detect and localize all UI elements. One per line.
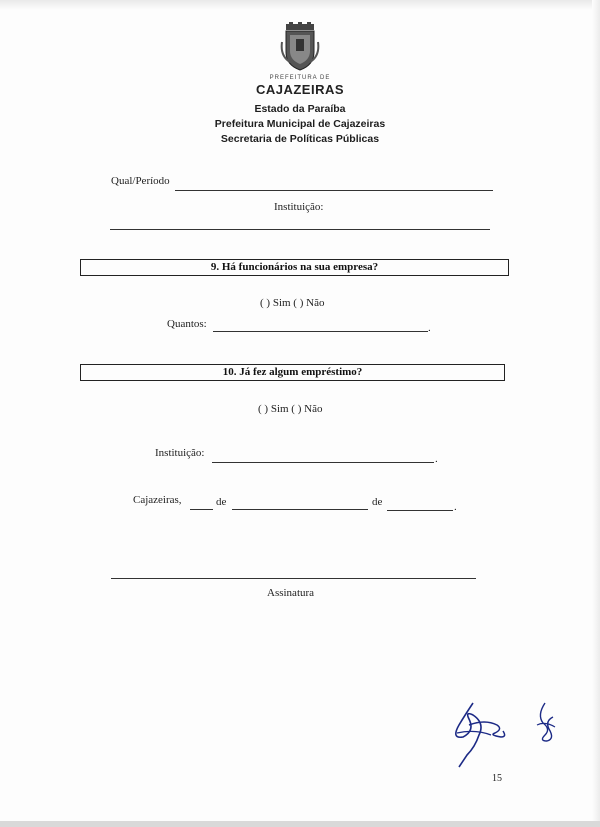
signature-label: Assinatura (267, 587, 315, 599)
instituicao-field[interactable] (110, 229, 490, 230)
quantos-end-mark: . (428, 322, 431, 334)
quantos-label: Quantos: (167, 318, 207, 330)
date-day-field[interactable] (190, 509, 213, 510)
date-year-field[interactable] (387, 510, 453, 511)
date-city: Cajazeiras, (133, 494, 182, 506)
date-de-2: de (372, 496, 383, 508)
page-number: 15 (492, 773, 502, 784)
scan-bottom-edge (0, 821, 600, 827)
q10-instituicao-end-mark: . (435, 453, 438, 465)
scan-top-shadow (0, 0, 600, 10)
question-10-options[interactable]: ( ) Sim ( ) Não (258, 403, 323, 415)
handwritten-initials (445, 695, 565, 770)
logo-prefeitura-text: PREFEITURA DE (269, 75, 331, 81)
q10-instituicao-field[interactable] (212, 462, 434, 463)
question-9-title: 9. Há funcionários na sua empresa? (210, 261, 379, 273)
date-end-mark: . (454, 501, 457, 513)
logo-city-text: CAJAZEIRAS (255, 82, 345, 97)
header-secretaria: Secretaria de Políticas Públicas (220, 133, 380, 145)
header-state: Estado da Paraíba (254, 103, 346, 115)
question-10-box (80, 364, 505, 381)
question-9-box (80, 259, 509, 276)
coat-of-arms-icon (280, 22, 320, 72)
quantos-field[interactable] (213, 331, 428, 332)
date-de-1: de (216, 496, 227, 508)
question-9-options[interactable]: ( ) Sim ( ) Não (260, 297, 325, 309)
header-prefeitura: Prefeitura Municipal de Cajazeiras (214, 118, 386, 130)
instituicao-label: Instituição: (274, 201, 324, 213)
question-10-title: 10. Já fez algum empréstimo? (222, 366, 363, 378)
signature-field[interactable] (111, 578, 476, 579)
q10-instituicao-label: Instituição: (155, 447, 205, 459)
qual-periodo-field[interactable] (175, 190, 493, 191)
date-month-field[interactable] (232, 509, 368, 510)
qual-periodo-label: Qual/Período (111, 175, 170, 187)
